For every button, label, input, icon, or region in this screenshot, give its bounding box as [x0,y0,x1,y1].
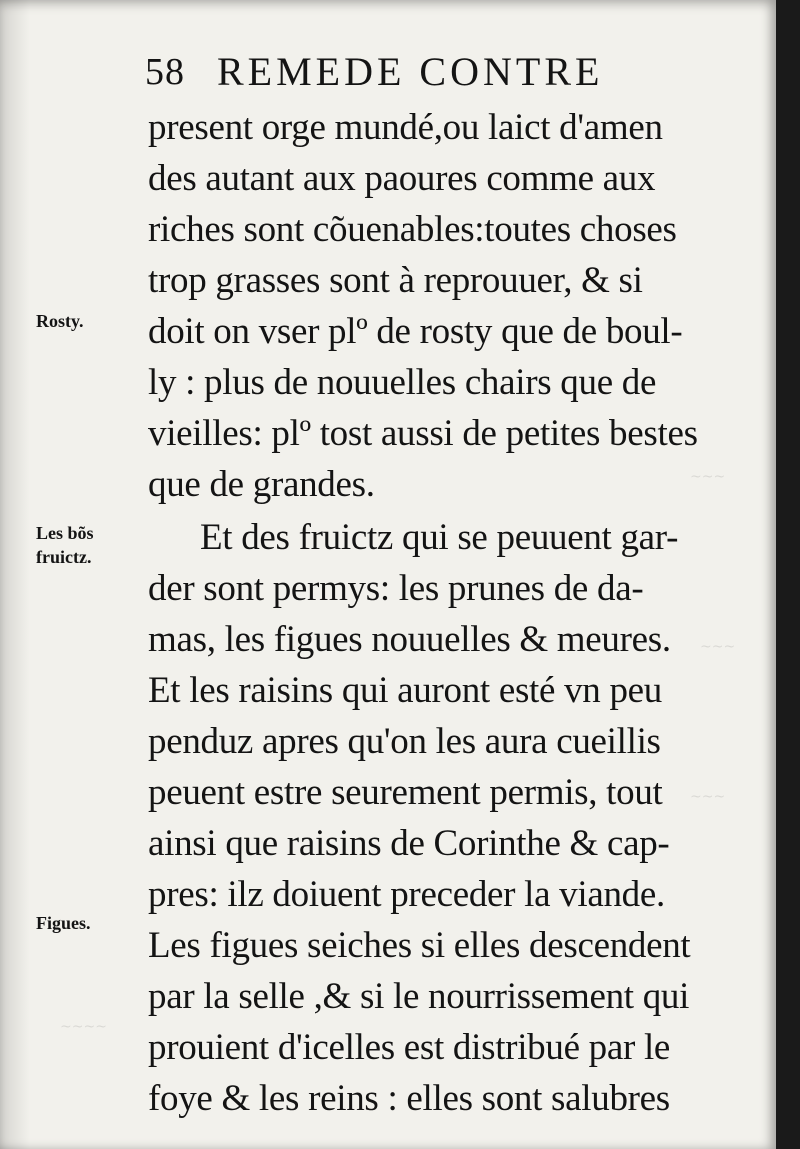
text-line: penduz apres qu'on les aura cueillis [148,721,661,762]
text-line: par la selle ,& si le nourrissement qui [148,976,690,1017]
text-line: foye & les reins : elles sont salubres [148,1078,670,1119]
text-line: ly : plus de nouuelles chairs que de [148,362,657,403]
text-line: prouient d'icelles est distribué par le [148,1027,671,1068]
text-line: mas, les figues nouuelles & meures. [148,619,671,660]
show-through-mark: ~~~~ [60,1019,107,1035]
text-line: Et les raisins qui auront esté vn peu [148,670,662,711]
margin-note-bons-fruictz: fruictz. [36,547,92,567]
show-through-mark: ~~~ [690,469,726,485]
running-title: REMEDE CONTRE [217,49,604,94]
text-line: trop grasses sont à reprouuer, & si [148,260,643,301]
text-line: present orge mundé,ou laict d'amen [148,107,663,148]
show-through-mark: ~~~ [700,639,736,655]
text-line: Les figues seiches si elles descendent [148,925,691,966]
text-line: peuent estre seurement permis, tout [148,772,663,813]
text-line: pres: ilz doiuent preceder la viande. [148,874,665,915]
text-line: doit on vser plº de rosty que de boul- [148,311,683,352]
text-line: que de grandes. [148,464,375,505]
page-edge-shadow [0,0,30,1149]
margin-note-figues: Figues. [36,913,91,933]
text-line: riches sont cõuenables:toutes choses [148,209,677,250]
page-number: 58 [145,51,185,93]
text-line: des autant aux paoures comme aux [148,158,656,199]
text-line: der sont permys: les prunes de da- [148,568,644,609]
text-line: ainsi que raisins de Corinthe & cap- [148,823,670,864]
margin-note-bons-fruictz: Les bõs [36,523,94,543]
margin-note-rosty: Rosty. [36,311,84,331]
show-through-mark: ~~~ [690,789,726,805]
page-header [145,44,745,104]
text-line: Et des fruictz qui se peuuent gar- [200,517,679,558]
text-line: vieilles: plº tost aussi de petites bestes [148,413,698,454]
